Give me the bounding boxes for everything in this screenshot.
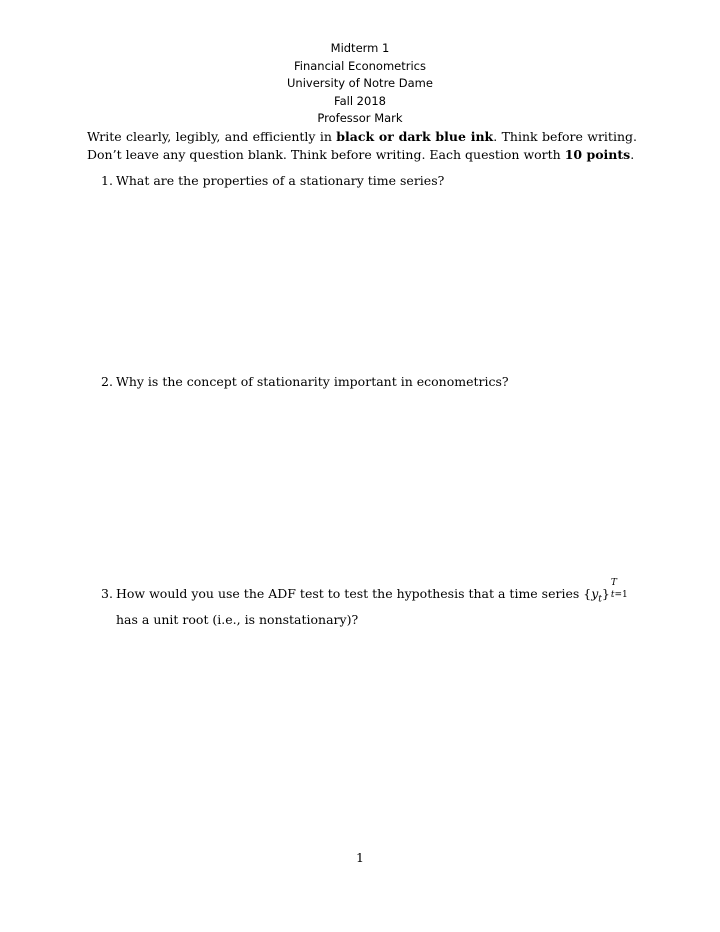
question-text-after: has a unit root (i.e., is nonstationary)? bbox=[116, 611, 359, 627]
exam-header bbox=[0, 40, 720, 128]
instructions-text-1: Write clearly, legibly, and efficiently in bbox=[87, 129, 337, 144]
question-number: 2. bbox=[101, 374, 113, 389]
question-1 bbox=[101, 171, 637, 191]
question-3 bbox=[101, 578, 637, 630]
instructions-paragraph bbox=[87, 128, 637, 164]
math-open-brace: { bbox=[583, 586, 592, 601]
exam-title: Midterm 1 bbox=[330, 41, 390, 55]
instructions-bold-points: 10 points bbox=[564, 147, 631, 162]
math-subscript-variable: t bbox=[610, 590, 615, 600]
question-text: What are the properties of a stationary time series? bbox=[116, 173, 445, 188]
math-variable: y bbox=[591, 586, 599, 601]
instructions-text-3: . bbox=[630, 147, 635, 162]
university-name: University of Notre Dame bbox=[287, 76, 433, 91]
instructions-text-2: . Think before writing. Don’t leave any question blank. Think before writing. Each question worth bbox=[87, 129, 637, 162]
math-subscript-rest: =1 bbox=[614, 590, 628, 600]
professor-name: Professor Mark bbox=[317, 111, 403, 126]
time-series-notation bbox=[583, 578, 628, 605]
term: Fall 2018 bbox=[334, 93, 386, 108]
math-limits bbox=[610, 578, 628, 600]
question-text: Why is the concept of stationarity important in econometrics? bbox=[116, 374, 509, 389]
question-2 bbox=[101, 372, 637, 392]
math-superscript: T bbox=[610, 578, 617, 588]
math-close-brace: } bbox=[601, 586, 610, 601]
question-text bbox=[116, 578, 637, 630]
course-name: Financial Econometrics bbox=[294, 58, 426, 73]
page-number: 1 bbox=[356, 850, 364, 865]
math-subscript bbox=[611, 590, 628, 600]
math-variable-subscript: t bbox=[598, 594, 602, 605]
question-text-before: How would you use the ADF test to test the hypothesis that a time series bbox=[116, 586, 584, 601]
question-number: 3. bbox=[101, 586, 113, 601]
instructions-bold-ink: black or dark blue ink bbox=[336, 129, 494, 144]
question-number: 1. bbox=[101, 173, 113, 188]
